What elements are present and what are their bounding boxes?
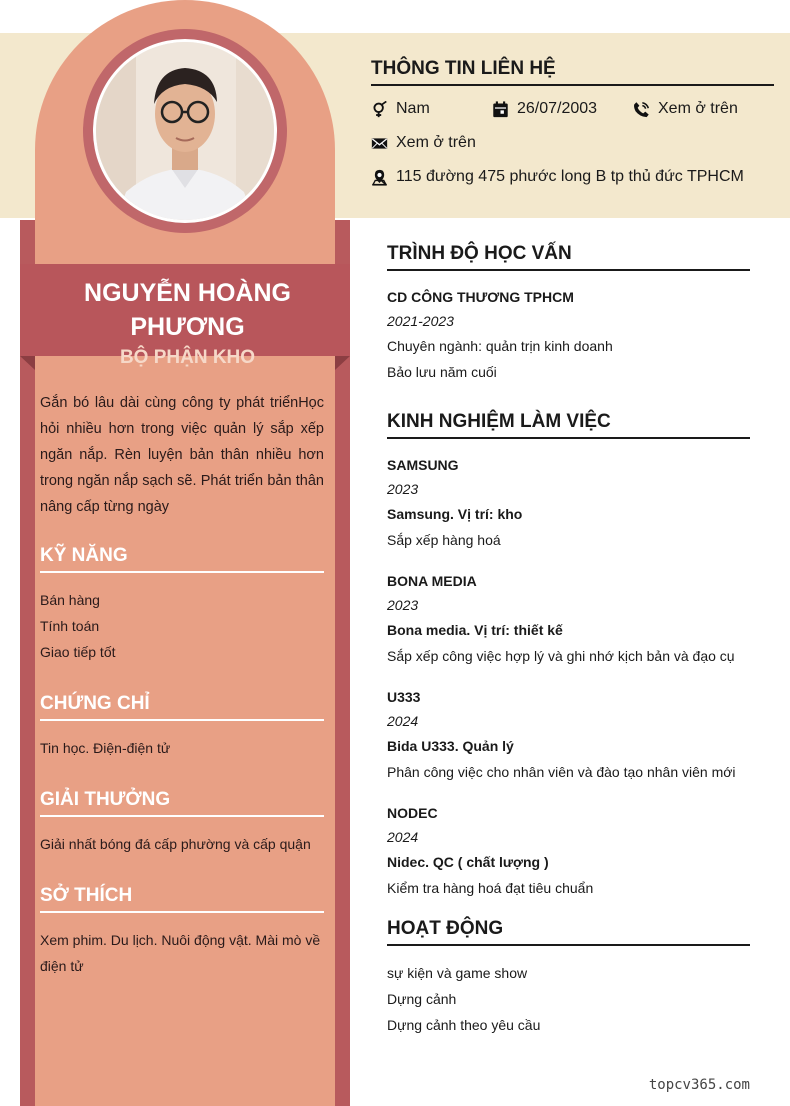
experience-position: Bona media. Vị trí: thiết kế	[387, 622, 563, 638]
experience-section	[387, 411, 750, 917]
experience-title: KINH NGHIỆM LÀM VIỆC	[387, 411, 750, 439]
experience-entry	[387, 569, 750, 669]
certificates-section	[40, 693, 324, 761]
candidate-name: NGUYỄN HOÀNG PHƯƠNG	[84, 279, 291, 341]
education-entry	[387, 285, 750, 385]
education-major: Chuyên ngành: quản trịn kinh doanh	[387, 338, 613, 354]
awards-title: GIẢI THƯỞNG	[40, 789, 324, 817]
activity-item: sự kiện và game show	[387, 965, 528, 981]
calendar-icon	[492, 101, 509, 118]
experience-year: 2023	[387, 597, 419, 613]
email-value: Xem ở trên	[396, 134, 476, 151]
candidate-role: BỘ PHẬN KHO	[119, 347, 256, 368]
experience-entry	[387, 685, 750, 785]
phone-icon	[633, 101, 650, 118]
experience-position: Samsung. Vị trí: kho	[387, 506, 523, 522]
skills-title: KỸ NĂNG	[40, 545, 324, 573]
hobbies-title: SỞ THÍCH	[40, 885, 324, 913]
experience-year: 2024	[387, 713, 419, 729]
experience-position: Bida U333. Quản lý	[387, 738, 514, 754]
experience-entry	[387, 801, 750, 901]
activity-item: Dựng cảnh theo yêu cầu	[387, 1017, 541, 1033]
awards-section	[40, 789, 324, 857]
phone-value: Xem ở trên	[658, 100, 738, 117]
contact-address	[371, 168, 744, 186]
experience-description: Sắp xếp công việc hợp lý và ghi nhớ kịch bản và đạo cụ	[387, 648, 735, 664]
experience-position: Nidec. QC ( chất lượng )	[387, 854, 549, 870]
company-name: SAMSUNG	[387, 457, 459, 473]
education-title: TRÌNH ĐỘ HỌC VẤN	[387, 243, 750, 271]
contact-gender	[371, 100, 430, 118]
hobby-item: Xem phim. Du lịch. Nuôi động vật. Mài mò về điện tử	[40, 932, 321, 974]
company-name: U333	[387, 689, 421, 705]
contact-birthday	[492, 100, 597, 118]
activity-item: Dựng cảnh	[387, 991, 457, 1007]
ribbon-fold-right	[335, 356, 350, 370]
ribbon-fold-left	[20, 356, 35, 370]
activities-section	[387, 918, 750, 1038]
education-section	[387, 243, 750, 401]
contact-email	[371, 134, 476, 152]
award-item: Giải nhất bóng đá cấp phường và cấp quận	[40, 836, 311, 852]
address-value: 115 đường 475 phước long B tp thủ đức TPHCM	[396, 168, 744, 185]
gender-icon	[371, 101, 388, 118]
hobbies-section	[40, 885, 324, 979]
certificates-title: CHỨNG CHỈ	[40, 693, 324, 721]
birthday-value: 26/07/2003	[517, 100, 598, 117]
experience-year: 2024	[387, 829, 419, 845]
experience-description: Sắp xếp hàng hoá	[387, 532, 501, 548]
education-note: Bảo lưu năm cuối	[387, 364, 497, 380]
location-icon	[371, 169, 388, 186]
watermark: topcv365.com	[648, 1077, 750, 1093]
experience-entry	[387, 453, 750, 553]
skill-item: Bán hàng	[40, 592, 100, 608]
company-name: NODEC	[387, 805, 438, 821]
skills-section	[40, 545, 324, 665]
activities-title: HOẠT ĐỘNG	[387, 918, 750, 946]
mail-icon	[371, 135, 388, 152]
contact-phone	[633, 100, 738, 118]
skill-item: Tính toán	[40, 618, 100, 634]
skill-item: Giao tiếp tốt	[40, 644, 116, 660]
gender-value: Nam	[396, 100, 430, 117]
education-years: 2021-2023	[387, 313, 454, 329]
experience-description: Kiểm tra hàng hoá đạt tiêu chuẩn	[387, 880, 594, 896]
experience-description: Phân công việc cho nhân viên và đào tạo nhân viên mới	[387, 764, 736, 780]
experience-year: 2023	[387, 481, 419, 497]
contact-title: THÔNG TIN LIÊN HỆ	[371, 58, 774, 86]
company-name: BONA MEDIA	[387, 573, 477, 589]
school-name: CD CÔNG THƯƠNG TPHCM	[387, 289, 574, 305]
career-summary: Gắn bó lâu dài cùng công ty phát triểnHọc hỏi nhiều hơn trong việc quản lý sắp xếp ngăn nắp. Rèn luyện bản thân nhiều hơn trong ngăn nắp sạch sẽ. Phát triển bản thân nâng cấp từng ngày	[40, 395, 324, 515]
avatar	[96, 42, 274, 220]
certificate-item: Tin học. Điện-điện tử	[40, 740, 171, 756]
